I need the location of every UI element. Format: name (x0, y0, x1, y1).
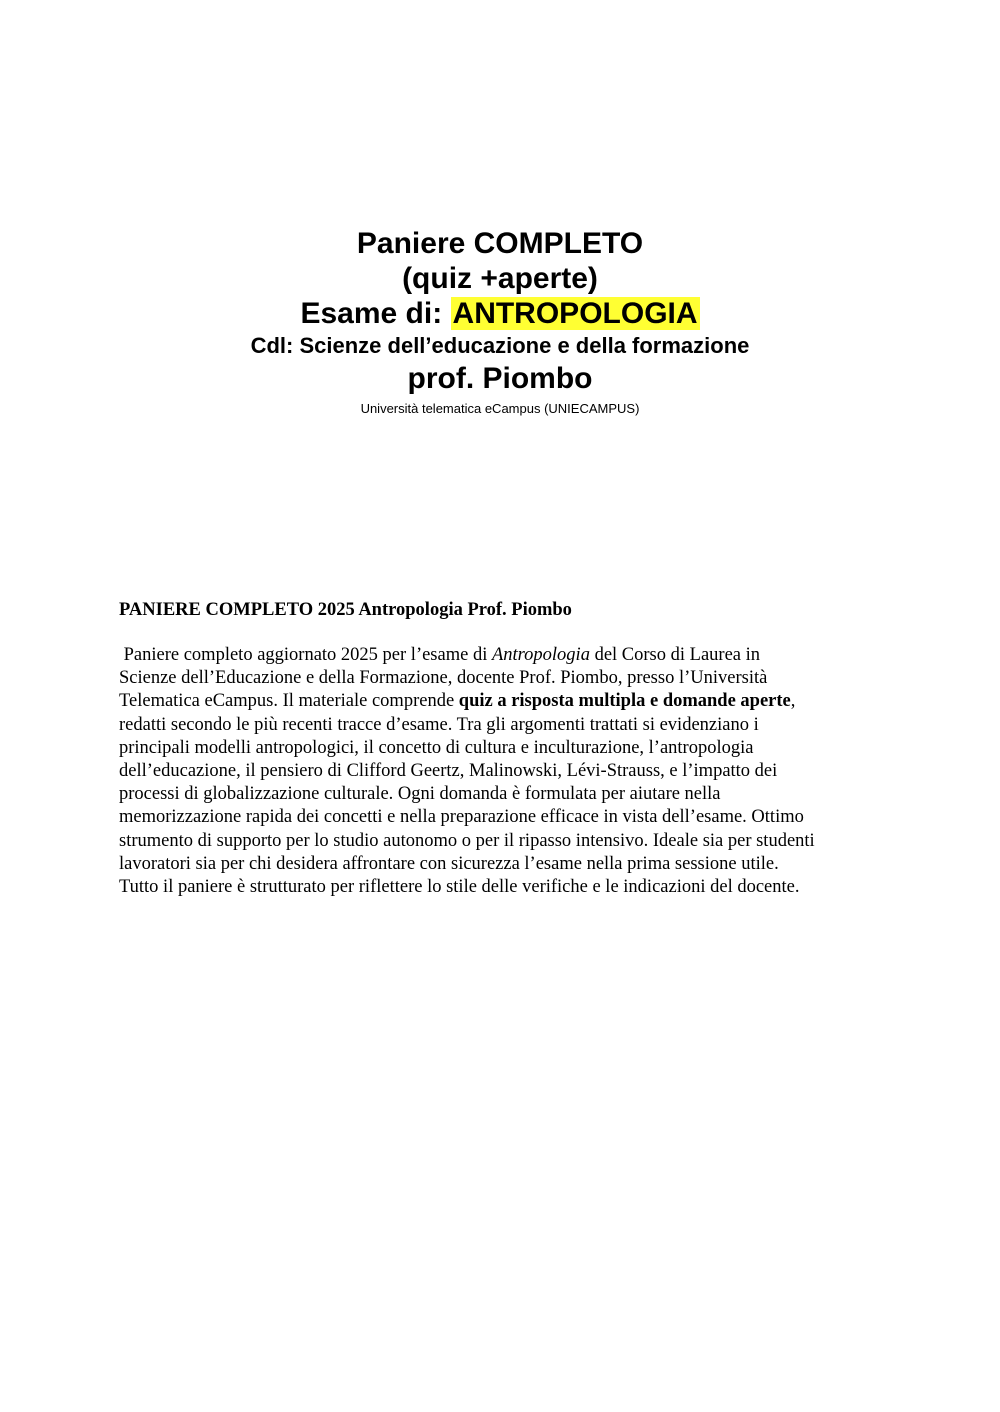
paragraph-line: strumento di supporto per lo studio autonomo o per il ripasso intensivo. Ideale sia per studenti (119, 830, 815, 851)
paragraph-line: redatti secondo le più recenti tracce d’esame. Tra gli argomenti trattati si evidenziano i (119, 714, 759, 735)
exam-subject-highlight: ANTROPOLOGIA (452, 297, 698, 330)
cover-title-block (0, 226, 1000, 418)
exam-name-line (0, 296, 1000, 332)
cover-title: Paniere COMPLETO (356, 227, 644, 260)
paragraph-text: , (790, 691, 796, 712)
university-name: Università telematica eCampus (UNIECAMPUS) (360, 401, 640, 416)
paragraph-line: Tutto il paniere è strutturato per riflettere lo stile delle verifiche e le indicazioni del docente. (119, 877, 800, 898)
paragraph-line: lavoratori sia per chi desidera affrontare con sicurezza l’esame nella prima sessione utile. (119, 853, 779, 874)
description-section (119, 598, 889, 899)
degree-course: Cdl: Scienze dell’educazione e della formazione (250, 333, 750, 358)
description-paragraph (119, 644, 889, 899)
paragraph-line: Scienze dell’Educazione e della Formazione, docente Prof. Piombo, presso l’Università (119, 668, 768, 689)
subject-italic: Antropologia (491, 645, 590, 665)
paragraph-line (119, 690, 889, 713)
paragraph-line: processi di globalizzazione culturale. Ogni domanda è formulata per aiutare nella (119, 784, 721, 805)
paragraph-line: dell’educazione, il pensiero di Clifford Geertz, Malinowski, Lévi-Strauss, e l’impatto dei (119, 761, 778, 782)
professor-name: prof. Piombo (407, 362, 593, 395)
exam-label: Esame di: (300, 297, 451, 330)
paragraph-line: memorizzazione rapida dei concetti e nella preparazione efficace in vista dell’esame. Ottimo (119, 807, 804, 828)
cover-subtitle: (quiz +aperte) (402, 262, 598, 295)
paragraph-text: Telematica eCampus. Il materiale comprende (119, 691, 459, 712)
paragraph-text: del Corso di Laurea in (589, 645, 761, 665)
paragraph-line (119, 644, 889, 667)
paragraph-text: Paniere completo aggiornato 2025 per l’esame di (119, 645, 492, 665)
materials-bold: quiz a risposta multipla e domande aperte (458, 691, 791, 712)
section-heading: PANIERE COMPLETO 2025 Antropologia Prof. Piombo (119, 600, 572, 620)
paragraph-line: principali modelli antropologici, il concetto di cultura e inculturazione, l’antropologia (119, 737, 754, 758)
